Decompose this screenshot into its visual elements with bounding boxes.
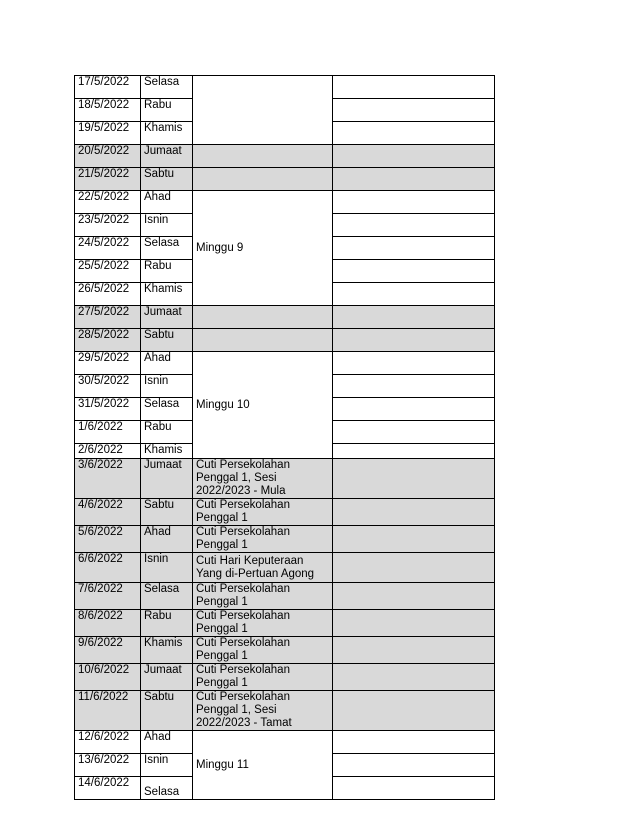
day-cell: Isnin [141,754,193,777]
table-row [75,610,495,637]
table-row [75,168,495,191]
extra-cell [333,444,495,459]
extra-cell [333,610,495,637]
table-row [75,145,495,168]
extra-cell [333,168,495,191]
day-cell: Ahad [141,526,193,553]
day-cell: Isnin [141,553,193,583]
extra-cell [333,122,495,145]
extra-cell [333,553,495,583]
extra-cell [333,191,495,214]
extra-cell [333,76,495,99]
day-cell: Khamis [141,444,193,459]
week-label-cell: Minggu 11 [193,731,333,800]
extra-cell [333,637,495,664]
day-cell: Rabu [141,421,193,444]
week-label-cell: Minggu 9 [193,191,333,306]
day-cell: Ahad [141,191,193,214]
day-cell: Rabu [141,260,193,283]
extra-cell [333,754,495,777]
extra-cell [333,99,495,122]
note-cell: Cuti Persekolahan Penggal 1, Sesi 2022/2023 - Tamat [193,691,333,731]
note-cell: Cuti Hari Keputeraan Yang di-Pertuan Agong [193,553,333,583]
day-cell: Isnin [141,375,193,398]
extra-cell [333,237,495,260]
date-cell: 8/6/2022 [75,610,141,637]
note-cell: Cuti Persekolahan Penggal 1 [193,499,333,526]
date-cell: 4/6/2022 [75,499,141,526]
day-cell: Isnin [141,214,193,237]
calendar-body [75,76,495,800]
note-cell: Cuti Persekolahan Penggal 1 [193,583,333,610]
day-cell: Khamis [141,283,193,306]
table-row [75,306,495,329]
date-cell: 11/6/2022 [75,691,141,731]
table-row [75,352,495,375]
date-cell: 24/5/2022 [75,237,141,260]
date-cell: 7/6/2022 [75,583,141,610]
date-cell: 20/5/2022 [75,145,141,168]
date-cell: 9/6/2022 [75,637,141,664]
extra-cell [333,283,495,306]
date-cell: 12/6/2022 [75,731,141,754]
extra-cell [333,214,495,237]
date-cell: 10/6/2022 [75,664,141,691]
table-row [75,553,495,583]
date-cell: 3/6/2022 [75,459,141,499]
note-cell [193,145,333,168]
extra-cell [333,691,495,731]
date-cell: 29/5/2022 [75,352,141,375]
date-cell: 17/5/2022 [75,76,141,99]
extra-cell [333,583,495,610]
extra-cell [333,499,495,526]
table-row [75,691,495,731]
table-row [75,329,495,352]
day-cell: Selasa [141,76,193,99]
day-cell: Jumaat [141,306,193,329]
note-cell: Cuti Persekolahan Penggal 1 [193,637,333,664]
date-cell: 21/5/2022 [75,168,141,191]
note-cell: Cuti Persekolahan Penggal 1 [193,664,333,691]
day-cell: Ahad [141,731,193,754]
week-label-cell: Minggu 10 [193,352,333,459]
date-cell: 1/6/2022 [75,421,141,444]
date-cell: 27/5/2022 [75,306,141,329]
date-cell: 18/5/2022 [75,99,141,122]
day-cell: Selasa [141,398,193,421]
date-cell: 22/5/2022 [75,191,141,214]
day-cell: Selasa [141,777,193,800]
date-cell: 14/6/2022 [75,777,141,800]
extra-cell [333,421,495,444]
day-cell: Sabtu [141,499,193,526]
extra-cell [333,398,495,421]
date-cell: 5/6/2022 [75,526,141,553]
day-cell: Jumaat [141,145,193,168]
note-cell: Cuti Persekolahan Penggal 1 [193,526,333,553]
day-cell: Khamis [141,637,193,664]
note-cell [193,306,333,329]
note-cell: Cuti Persekolahan Penggal 1 [193,610,333,637]
calendar-table [74,75,495,800]
extra-cell [333,352,495,375]
table-row [75,459,495,499]
day-cell: Rabu [141,99,193,122]
table-row [75,664,495,691]
day-cell: Sabtu [141,691,193,731]
extra-cell [333,777,495,800]
day-cell: Selasa [141,237,193,260]
day-cell: Jumaat [141,664,193,691]
extra-cell [333,329,495,352]
table-row [75,526,495,553]
note-cell [193,329,333,352]
day-cell: Khamis [141,122,193,145]
date-cell: 23/5/2022 [75,214,141,237]
note-cell [193,168,333,191]
day-cell: Rabu [141,610,193,637]
table-row [75,583,495,610]
day-cell: Ahad [141,352,193,375]
table-row [75,191,495,214]
extra-cell [333,664,495,691]
extra-cell [333,306,495,329]
note-cell [193,76,333,145]
table-row [75,499,495,526]
table-row [75,76,495,99]
date-cell: 19/5/2022 [75,122,141,145]
extra-cell [333,459,495,499]
extra-cell [333,260,495,283]
date-cell: 31/5/2022 [75,398,141,421]
day-cell: Sabtu [141,168,193,191]
date-cell: 28/5/2022 [75,329,141,352]
day-cell: Jumaat [141,459,193,499]
note-cell: Cuti Persekolahan Penggal 1, Sesi 2022/2023 - Mula [193,459,333,499]
date-cell: 2/6/2022 [75,444,141,459]
date-cell: 25/5/2022 [75,260,141,283]
date-cell: 6/6/2022 [75,553,141,583]
extra-cell [333,375,495,398]
table-row [75,637,495,664]
date-cell: 30/5/2022 [75,375,141,398]
date-cell: 13/6/2022 [75,754,141,777]
table-row [75,731,495,754]
date-cell: 26/5/2022 [75,283,141,306]
extra-cell [333,526,495,553]
extra-cell [333,145,495,168]
day-cell: Selasa [141,583,193,610]
extra-cell [333,731,495,754]
day-cell: Sabtu [141,329,193,352]
